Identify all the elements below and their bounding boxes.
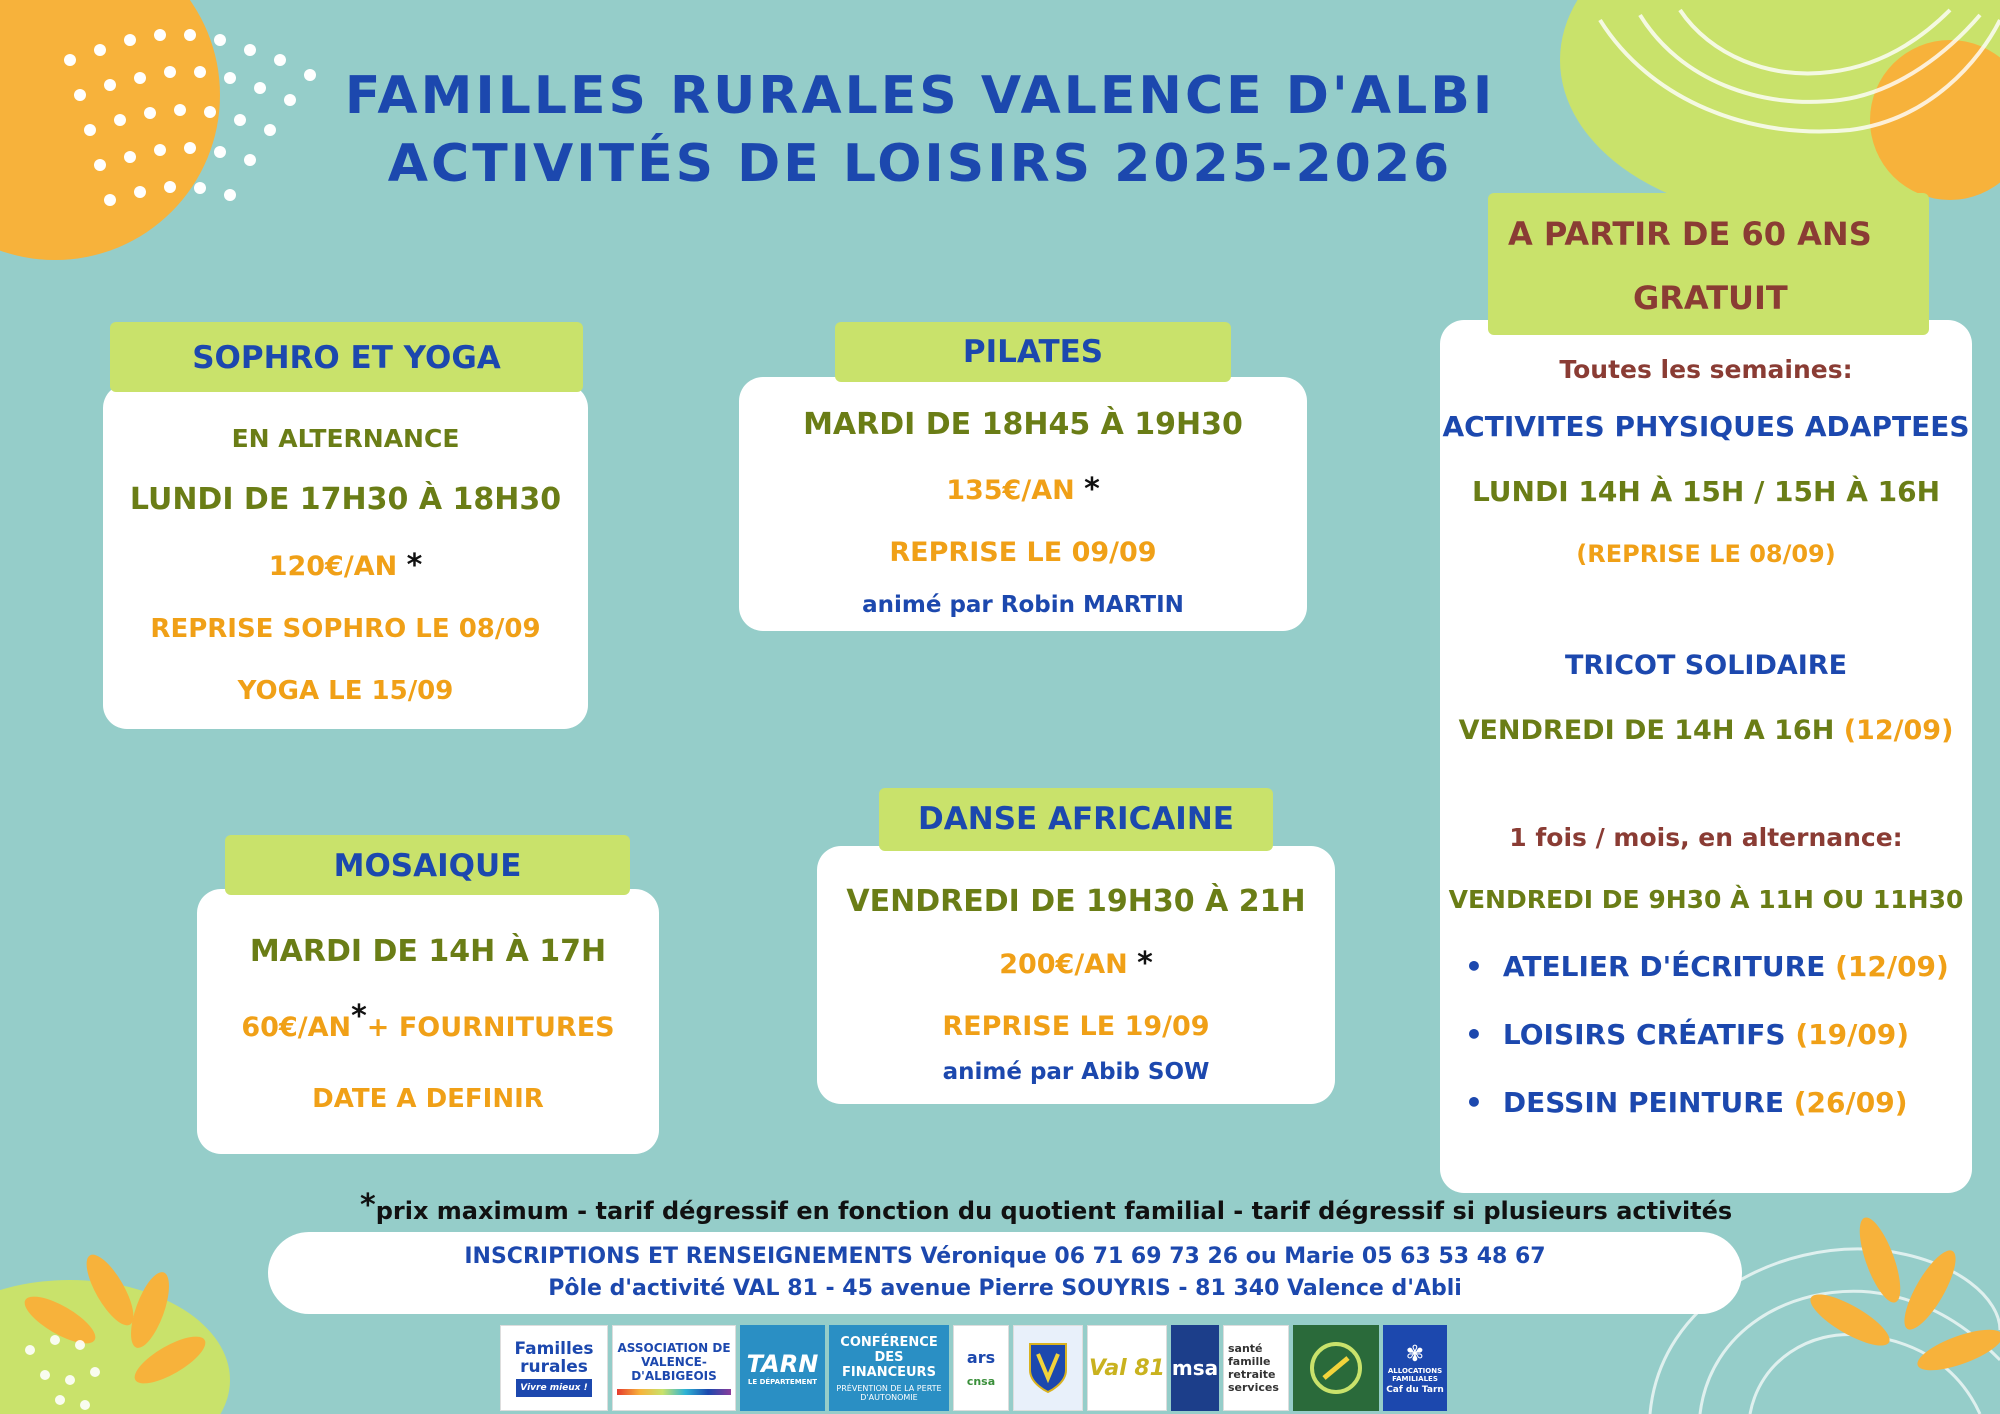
msa-logo: msa [1171,1325,1219,1411]
danse-line-4: animé par Abib SOW [942,1059,1210,1085]
seniors-tricot-time: VENDREDI DE 14H A 16H [1458,715,1835,746]
familles-rurales-logo: Familles rurales Vivre mieux ! [500,1325,608,1411]
color-bar [617,1389,731,1395]
caf-flower-icon: ✾ [1405,1341,1425,1367]
card-mosaique [197,889,659,1154]
tab-seniors [1488,193,1929,335]
leaves-bottom-right [1804,1213,2000,1379]
mosaique-star: * [351,999,367,1034]
card-danse-africaine [817,846,1335,1104]
seniors-tricot-date: (12/09) [1843,715,1954,746]
seniors-tricot-line [1440,715,1972,746]
item-label: LOISIRS CRÉATIFS [1502,1018,1786,1051]
tab-pilates: PILATES [835,322,1231,382]
contact-line-2: Pôle d'activité VAL 81 - 45 avenue Pierre SOUYRIS - 81 340 Valence d'Abli [548,1276,1462,1301]
sophro-star: * [406,548,423,583]
danse-star: * [1137,946,1153,981]
seniors-apa-time: LUNDI 14H À 15H / 15H À 16H [1471,475,1941,508]
seniors-tricot-title: TRICOT SOLIDAIRE [1564,650,1848,681]
bullet-dot: • [1465,1018,1483,1051]
mosaique-line-1: MARDI DE 14H À 17H [249,934,607,969]
bullet-dot: • [1465,950,1483,983]
item-date: (12/09) [1835,950,1949,983]
val81-logo: Val 81 [1087,1325,1167,1411]
item-date: (26/09) [1793,1086,1908,1119]
page-title [330,62,1510,198]
pilates-price-line [739,472,1307,507]
partner-logos [500,1325,1447,1413]
bullet-dot: • [1465,1086,1483,1119]
title-line-2: ACTIVITÉS DE LOISIRS 2025-2026 [387,134,1453,194]
caf-logo: ✾ ALLOCATIONS FAMILIALES Caf du Tarn [1383,1325,1447,1411]
pilates-line-3: REPRISE LE 09/09 [889,537,1157,568]
valence-crest-logo [1013,1325,1083,1411]
list-item [1465,950,1949,983]
tab-sophro-yoga: SOPHRO ET YOGA [110,322,583,392]
sophro-line-4: REPRISE SOPHRO LE 08/09 [150,614,541,644]
pilates-line-4: animé par Robin MARTIN [862,592,1184,618]
contact-line-1: INSCRIPTIONS ET RENSEIGNEMENTS Véronique 06 71 69 73 26 ou Marie 05 63 53 48 67 [464,1244,1546,1269]
danse-price: 200€/AN [999,949,1128,980]
tarn-logo: TARN LE DÉPARTEMENT [740,1325,825,1411]
seniors-monthly-label: 1 fois / mois, en alternance: [1509,823,1903,852]
mosaique-price: 60€/AN [241,1012,352,1043]
list-item [1465,1018,1909,1051]
leader-icon [1306,1338,1366,1398]
ars-cnsa-logo: ars cnsa [953,1325,1009,1411]
leader-logo [1293,1325,1379,1411]
tab-mosaique: MOSAIQUE [225,835,630,895]
mosaique-line-3: DATE A DEFINIR [312,1084,544,1114]
card-seniors [1440,320,1972,1193]
association-logo: ASSOCIATION DE VALENCE-D'ALBIGEOIS [612,1325,736,1411]
danse-line-1: VENDREDI DE 19H30 À 21H [846,884,1306,919]
seniors-tab-line-1: A PARTIR DE 60 ANS [1508,215,1872,253]
sophro-price-line [103,548,588,583]
danse-price-line [817,946,1335,981]
seniors-weekly-label: Toutes les semaines: [1559,355,1853,384]
sophro-line-1: EN ALTERNANCE [231,424,460,453]
sophro-price: 120€/AN [268,551,398,582]
card-sophro-yoga [103,384,588,729]
footnote-text: prix maximum - tarif dégressif en fonction du quotient familial - tarif dégressif si plusieurs activités [375,1197,1733,1225]
contact-box [268,1232,1742,1314]
seniors-tab-line-2: GRATUIT [1633,279,1788,317]
crest-icon [1026,1340,1070,1396]
sophro-line-2: LUNDI DE 17H30 À 18H30 [129,482,562,517]
mosaique-price-suffix: + FOURNITURES [366,1012,615,1043]
conference-financeurs-logo: CONFÉRENCE DES FINANCEURS PRÉVENTION DE LA PERTE D'AUTONOMIE [829,1325,949,1411]
title-line-1: FAMILLES RURALES VALENCE D'ALBI [344,66,1496,126]
footnote [360,1188,1732,1225]
item-date: (19/09) [1795,1018,1910,1051]
tab-danse-africaine: DANSE AFRICAINE [879,788,1273,851]
danse-line-3: REPRISE LE 19/09 [942,1011,1210,1042]
seniors-monthly-time: VENDREDI DE 9H30 À 11H OU 11H30 [1448,885,1964,914]
sophro-line-5: YOGA LE 15/09 [237,676,454,706]
pilates-line-1: MARDI DE 18H45 À 19H30 [803,407,1243,442]
pilates-price: 135€/AN [946,475,1075,506]
mosaique-price-line [197,999,659,1043]
seniors-apa-reprise: (REPRISE LE 08/09) [1576,540,1836,568]
item-label: DESSIN PEINTURE [1502,1086,1784,1119]
seniors-apa-title: ACTIVITES PHYSIQUES ADAPTEES [1442,410,1970,443]
footnote-star: * [360,1188,376,1223]
pilates-star: * [1084,472,1100,507]
card-pilates [739,377,1307,631]
msa-text-logo: santé famille retraite services [1223,1325,1289,1411]
list-item [1465,1086,1907,1119]
item-label: ATELIER D'ÉCRITURE [1502,950,1826,983]
